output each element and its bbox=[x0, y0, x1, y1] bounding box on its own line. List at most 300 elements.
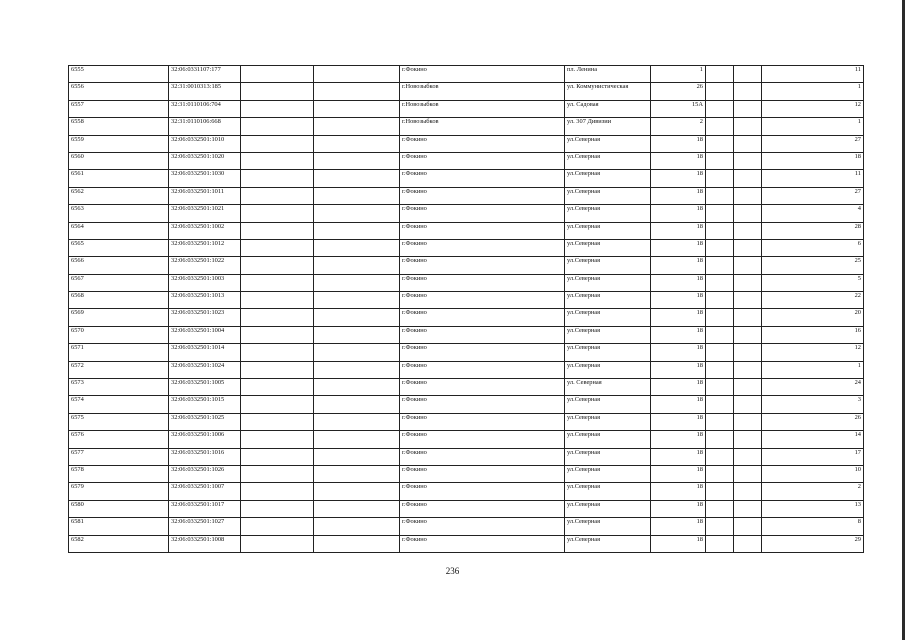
empty-cell bbox=[734, 326, 762, 343]
empty-cell bbox=[734, 274, 762, 291]
empty-cell bbox=[241, 396, 314, 413]
apartment-number-cell: 20 bbox=[762, 309, 864, 326]
cadastral-number-cell: 32:06:0332501:1004 bbox=[169, 326, 241, 343]
house-number-cell: 18 bbox=[651, 309, 706, 326]
street-cell: ул.Северная bbox=[565, 344, 651, 361]
house-number-cell: 18 bbox=[651, 135, 706, 152]
row-number-cell: 6578 bbox=[69, 465, 169, 482]
empty-cell bbox=[734, 361, 762, 378]
city-cell: г.Фокино bbox=[400, 535, 565, 552]
table-row bbox=[69, 135, 864, 152]
house-number-cell: 18 bbox=[651, 274, 706, 291]
apartment-number-cell: 11 bbox=[762, 66, 864, 83]
house-number-cell: 15А bbox=[651, 100, 706, 117]
empty-cell bbox=[314, 239, 400, 256]
street-cell: ул.Северная bbox=[565, 518, 651, 535]
empty-cell bbox=[734, 500, 762, 517]
empty-cell bbox=[734, 222, 762, 239]
empty-cell bbox=[241, 292, 314, 309]
empty-cell bbox=[706, 379, 734, 396]
cadastral-number-cell: 32:31:0110106:668 bbox=[169, 118, 241, 135]
street-cell: ул.Северная bbox=[565, 309, 651, 326]
empty-cell bbox=[241, 118, 314, 135]
city-cell: г.Фокино bbox=[400, 239, 565, 256]
empty-cell bbox=[241, 326, 314, 343]
empty-cell bbox=[734, 152, 762, 169]
empty-cell bbox=[314, 379, 400, 396]
table-row bbox=[69, 222, 864, 239]
row-number-cell: 6558 bbox=[69, 118, 169, 135]
empty-cell bbox=[706, 83, 734, 100]
table-row bbox=[69, 83, 864, 100]
empty-cell bbox=[734, 518, 762, 535]
row-number-cell: 6571 bbox=[69, 344, 169, 361]
apartment-number-cell: 12 bbox=[762, 344, 864, 361]
row-number-cell: 6561 bbox=[69, 170, 169, 187]
empty-cell bbox=[706, 205, 734, 222]
empty-cell bbox=[706, 465, 734, 482]
empty-cell bbox=[734, 187, 762, 204]
cadastral-number-cell: 32:06:0332501:1006 bbox=[169, 431, 241, 448]
empty-cell bbox=[706, 361, 734, 378]
house-number-cell: 18 bbox=[651, 500, 706, 517]
empty-cell bbox=[314, 222, 400, 239]
apartment-number-cell: 13 bbox=[762, 500, 864, 517]
street-cell: ул.Северная bbox=[565, 274, 651, 291]
street-cell: ул.Северная bbox=[565, 535, 651, 552]
cadastral-number-cell: 32:06:0332501:1007 bbox=[169, 483, 241, 500]
empty-cell bbox=[734, 396, 762, 413]
street-cell: ул.Северная bbox=[565, 500, 651, 517]
apartment-number-cell: 1 bbox=[762, 118, 864, 135]
row-number-cell: 6565 bbox=[69, 239, 169, 256]
row-number-cell: 6581 bbox=[69, 518, 169, 535]
street-cell: ул.Северная bbox=[565, 205, 651, 222]
empty-cell bbox=[706, 309, 734, 326]
row-number-cell: 6556 bbox=[69, 83, 169, 100]
empty-cell bbox=[706, 448, 734, 465]
cadastral-number-cell: 32:06:0332501:1024 bbox=[169, 361, 241, 378]
empty-cell bbox=[314, 344, 400, 361]
apartment-number-cell: 5 bbox=[762, 274, 864, 291]
house-number-cell: 18 bbox=[651, 152, 706, 169]
city-cell: г.Фокино bbox=[400, 413, 565, 430]
house-number-cell: 18 bbox=[651, 187, 706, 204]
city-cell: г.Фокино bbox=[400, 326, 565, 343]
empty-cell bbox=[241, 344, 314, 361]
house-number-cell: 18 bbox=[651, 396, 706, 413]
cadastral-number-cell: 32:31:0010313:185 bbox=[169, 83, 241, 100]
street-cell: ул. Северная bbox=[565, 379, 651, 396]
table-row bbox=[69, 465, 864, 482]
row-number-cell: 6555 bbox=[69, 66, 169, 83]
apartment-number-cell: 28 bbox=[762, 222, 864, 239]
empty-cell bbox=[734, 309, 762, 326]
cadastral-number-cell: 32:06:0331107:177 bbox=[169, 66, 241, 83]
apartment-number-cell: 27 bbox=[762, 135, 864, 152]
street-cell: ул.Северная bbox=[565, 413, 651, 430]
cadastral-number-cell: 32:06:0332501:1026 bbox=[169, 465, 241, 482]
city-cell: г.Фокино bbox=[400, 483, 565, 500]
empty-cell bbox=[706, 344, 734, 361]
empty-cell bbox=[314, 274, 400, 291]
apartment-number-cell: 12 bbox=[762, 100, 864, 117]
empty-cell bbox=[706, 292, 734, 309]
table-row bbox=[69, 118, 864, 135]
street-cell: ул.Северная bbox=[565, 361, 651, 378]
house-number-cell: 18 bbox=[651, 465, 706, 482]
cadastral-number-cell: 32:06:0332501:1002 bbox=[169, 222, 241, 239]
empty-cell bbox=[734, 292, 762, 309]
empty-cell bbox=[241, 535, 314, 552]
empty-cell bbox=[734, 205, 762, 222]
empty-cell bbox=[734, 118, 762, 135]
table-row bbox=[69, 396, 864, 413]
empty-cell bbox=[241, 239, 314, 256]
cadastral-number-cell: 32:06:0332501:1030 bbox=[169, 170, 241, 187]
empty-cell bbox=[734, 465, 762, 482]
city-cell: г.Фокино bbox=[400, 361, 565, 378]
table-row bbox=[69, 344, 864, 361]
row-number-cell: 6566 bbox=[69, 257, 169, 274]
city-cell: г.Фокино bbox=[400, 274, 565, 291]
cadastral-number-cell: 32:06:0332501:1011 bbox=[169, 187, 241, 204]
empty-cell bbox=[241, 465, 314, 482]
empty-cell bbox=[241, 135, 314, 152]
apartment-number-cell: 11 bbox=[762, 170, 864, 187]
house-number-cell: 18 bbox=[651, 170, 706, 187]
empty-cell bbox=[314, 309, 400, 326]
city-cell: г.Фокино bbox=[400, 344, 565, 361]
street-cell: ул.Северная bbox=[565, 187, 651, 204]
row-number-cell: 6563 bbox=[69, 205, 169, 222]
empty-cell bbox=[241, 222, 314, 239]
city-cell: г.Фокино bbox=[400, 431, 565, 448]
city-cell: г.Фокино bbox=[400, 66, 565, 83]
street-cell: ул. 307 Дивизии bbox=[565, 118, 651, 135]
cadastral-number-cell: 32:06:0332501:1012 bbox=[169, 239, 241, 256]
empty-cell bbox=[734, 239, 762, 256]
house-number-cell: 18 bbox=[651, 448, 706, 465]
empty-cell bbox=[314, 187, 400, 204]
street-cell: ул.Северная bbox=[565, 483, 651, 500]
cadastral-number-cell: 32:06:0332501:1005 bbox=[169, 379, 241, 396]
page-number: 236 bbox=[445, 566, 460, 576]
empty-cell bbox=[314, 118, 400, 135]
empty-cell bbox=[314, 465, 400, 482]
empty-cell bbox=[314, 135, 400, 152]
table-row bbox=[69, 483, 864, 500]
empty-cell bbox=[734, 170, 762, 187]
apartment-number-cell: 6 bbox=[762, 239, 864, 256]
empty-cell bbox=[706, 135, 734, 152]
row-number-cell: 6579 bbox=[69, 483, 169, 500]
empty-cell bbox=[314, 500, 400, 517]
empty-cell bbox=[314, 483, 400, 500]
row-number-cell: 6572 bbox=[69, 361, 169, 378]
table-row bbox=[69, 413, 864, 430]
empty-cell bbox=[734, 413, 762, 430]
empty-cell bbox=[706, 274, 734, 291]
table-row bbox=[69, 379, 864, 396]
city-cell: г.Новозыбков bbox=[400, 83, 565, 100]
city-cell: г.Фокино bbox=[400, 222, 565, 239]
empty-cell bbox=[734, 448, 762, 465]
table-row bbox=[69, 152, 864, 169]
street-cell: ул.Северная bbox=[565, 396, 651, 413]
house-number-cell: 18 bbox=[651, 379, 706, 396]
street-cell: ул. Коммунистическая bbox=[565, 83, 651, 100]
table-row bbox=[69, 257, 864, 274]
cadastral-number-cell: 32:06:0332501:1025 bbox=[169, 413, 241, 430]
row-number-cell: 6582 bbox=[69, 535, 169, 552]
empty-cell bbox=[314, 396, 400, 413]
empty-cell bbox=[734, 66, 762, 83]
table-row bbox=[69, 326, 864, 343]
empty-cell bbox=[706, 118, 734, 135]
empty-cell bbox=[241, 500, 314, 517]
street-cell: ул.Северная bbox=[565, 431, 651, 448]
empty-cell bbox=[314, 518, 400, 535]
empty-cell bbox=[314, 413, 400, 430]
cadastral-number-cell: 32:06:0332501:1003 bbox=[169, 274, 241, 291]
street-cell: пл. Ленина bbox=[565, 66, 651, 83]
street-cell: ул.Северная bbox=[565, 135, 651, 152]
table-row bbox=[69, 361, 864, 378]
table-row bbox=[69, 274, 864, 291]
empty-cell bbox=[706, 239, 734, 256]
empty-cell bbox=[314, 535, 400, 552]
apartment-number-cell: 16 bbox=[762, 326, 864, 343]
apartment-number-cell: 29 bbox=[762, 535, 864, 552]
empty-cell bbox=[706, 431, 734, 448]
cadastral-number-cell: 32:31:0110106:704 bbox=[169, 100, 241, 117]
row-number-cell: 6570 bbox=[69, 326, 169, 343]
empty-cell bbox=[241, 518, 314, 535]
empty-cell bbox=[706, 170, 734, 187]
table-row bbox=[69, 187, 864, 204]
street-cell: ул. Садовая bbox=[565, 100, 651, 117]
empty-cell bbox=[734, 100, 762, 117]
empty-cell bbox=[734, 431, 762, 448]
cadastral-number-cell: 32:06:0332501:1017 bbox=[169, 500, 241, 517]
city-cell: г.Фокино bbox=[400, 257, 565, 274]
street-cell: ул.Северная bbox=[565, 448, 651, 465]
house-number-cell: 1 bbox=[651, 66, 706, 83]
empty-cell bbox=[706, 326, 734, 343]
registry-table bbox=[68, 65, 864, 553]
empty-cell bbox=[314, 170, 400, 187]
empty-cell bbox=[734, 344, 762, 361]
apartment-number-cell: 8 bbox=[762, 518, 864, 535]
cadastral-number-cell: 32:06:0332501:1023 bbox=[169, 309, 241, 326]
house-number-cell: 18 bbox=[651, 222, 706, 239]
city-cell: г.Фокино bbox=[400, 379, 565, 396]
empty-cell bbox=[241, 431, 314, 448]
empty-cell bbox=[241, 66, 314, 83]
house-number-cell: 18 bbox=[651, 326, 706, 343]
empty-cell bbox=[241, 170, 314, 187]
apartment-number-cell: 18 bbox=[762, 152, 864, 169]
house-number-cell: 18 bbox=[651, 431, 706, 448]
registry-table-body bbox=[69, 66, 864, 553]
cadastral-number-cell: 32:06:0332501:1027 bbox=[169, 518, 241, 535]
empty-cell bbox=[706, 100, 734, 117]
row-number-cell: 6559 bbox=[69, 135, 169, 152]
house-number-cell: 18 bbox=[651, 535, 706, 552]
row-number-cell: 6562 bbox=[69, 187, 169, 204]
apartment-number-cell: 3 bbox=[762, 396, 864, 413]
city-cell: г.Новозыбков bbox=[400, 118, 565, 135]
city-cell: г.Фокино bbox=[400, 465, 565, 482]
empty-cell bbox=[314, 205, 400, 222]
city-cell: г.Новозыбков bbox=[400, 100, 565, 117]
cadastral-number-cell: 32:06:0332501:1014 bbox=[169, 344, 241, 361]
table-row bbox=[69, 100, 864, 117]
cadastral-number-cell: 32:06:0332501:1020 bbox=[169, 152, 241, 169]
cadastral-number-cell: 32:06:0332501:1015 bbox=[169, 396, 241, 413]
city-cell: г.Фокино bbox=[400, 396, 565, 413]
city-cell: г.Фокино bbox=[400, 170, 565, 187]
empty-cell bbox=[706, 152, 734, 169]
empty-cell bbox=[314, 100, 400, 117]
empty-cell bbox=[706, 187, 734, 204]
cadastral-number-cell: 32:06:0332501:1008 bbox=[169, 535, 241, 552]
empty-cell bbox=[706, 413, 734, 430]
empty-cell bbox=[241, 379, 314, 396]
empty-cell bbox=[241, 100, 314, 117]
table-row bbox=[69, 309, 864, 326]
empty-cell bbox=[314, 66, 400, 83]
empty-cell bbox=[734, 257, 762, 274]
empty-cell bbox=[241, 152, 314, 169]
house-number-cell: 18 bbox=[651, 413, 706, 430]
empty-cell bbox=[706, 535, 734, 552]
apartment-number-cell: 14 bbox=[762, 431, 864, 448]
empty-cell bbox=[241, 274, 314, 291]
row-number-cell: 6568 bbox=[69, 292, 169, 309]
city-cell: г.Фокино bbox=[400, 205, 565, 222]
house-number-cell: 18 bbox=[651, 518, 706, 535]
empty-cell bbox=[706, 257, 734, 274]
empty-cell bbox=[734, 379, 762, 396]
street-cell: ул.Северная bbox=[565, 465, 651, 482]
empty-cell bbox=[314, 431, 400, 448]
house-number-cell: 18 bbox=[651, 483, 706, 500]
empty-cell bbox=[314, 361, 400, 378]
city-cell: г.Фокино bbox=[400, 448, 565, 465]
house-number-cell: 26 bbox=[651, 83, 706, 100]
row-number-cell: 6576 bbox=[69, 431, 169, 448]
empty-cell bbox=[314, 448, 400, 465]
empty-cell bbox=[314, 152, 400, 169]
city-cell: г.Фокино bbox=[400, 135, 565, 152]
apartment-number-cell: 24 bbox=[762, 379, 864, 396]
table-row bbox=[69, 518, 864, 535]
empty-cell bbox=[241, 483, 314, 500]
house-number-cell: 2 bbox=[651, 118, 706, 135]
cadastral-number-cell: 32:06:0332501:1022 bbox=[169, 257, 241, 274]
cadastral-number-cell: 32:06:0332501:1021 bbox=[169, 205, 241, 222]
cadastral-number-cell: 32:06:0332501:1010 bbox=[169, 135, 241, 152]
city-cell: г.Фокино bbox=[400, 309, 565, 326]
table-row bbox=[69, 205, 864, 222]
empty-cell bbox=[241, 361, 314, 378]
apartment-number-cell: 2 bbox=[762, 483, 864, 500]
table-row bbox=[69, 239, 864, 256]
city-cell: г.Фокино bbox=[400, 518, 565, 535]
table-row bbox=[69, 431, 864, 448]
house-number-cell: 18 bbox=[651, 292, 706, 309]
row-number-cell: 6560 bbox=[69, 152, 169, 169]
apartment-number-cell: 25 bbox=[762, 257, 864, 274]
empty-cell bbox=[314, 326, 400, 343]
row-number-cell: 6567 bbox=[69, 274, 169, 291]
apartment-number-cell: 1 bbox=[762, 361, 864, 378]
apartment-number-cell: 22 bbox=[762, 292, 864, 309]
row-number-cell: 6575 bbox=[69, 413, 169, 430]
empty-cell bbox=[241, 257, 314, 274]
street-cell: ул.Северная bbox=[565, 239, 651, 256]
street-cell: ул.Северная bbox=[565, 222, 651, 239]
apartment-number-cell: 1 bbox=[762, 83, 864, 100]
row-number-cell: 6573 bbox=[69, 379, 169, 396]
row-number-cell: 6569 bbox=[69, 309, 169, 326]
empty-cell bbox=[241, 187, 314, 204]
apartment-number-cell: 17 bbox=[762, 448, 864, 465]
empty-cell bbox=[706, 222, 734, 239]
empty-cell bbox=[241, 83, 314, 100]
table-row bbox=[69, 170, 864, 187]
cadastral-number-cell: 32:06:0332501:1013 bbox=[169, 292, 241, 309]
street-cell: ул.Северная bbox=[565, 170, 651, 187]
empty-cell bbox=[241, 448, 314, 465]
row-number-cell: 6580 bbox=[69, 500, 169, 517]
house-number-cell: 18 bbox=[651, 361, 706, 378]
empty-cell bbox=[734, 83, 762, 100]
empty-cell bbox=[706, 396, 734, 413]
city-cell: г.Фокино bbox=[400, 500, 565, 517]
table-row bbox=[69, 448, 864, 465]
empty-cell bbox=[706, 483, 734, 500]
row-number-cell: 6574 bbox=[69, 396, 169, 413]
house-number-cell: 18 bbox=[651, 239, 706, 256]
empty-cell bbox=[241, 413, 314, 430]
city-cell: г.Фокино bbox=[400, 187, 565, 204]
cadastral-number-cell: 32:06:0332501:1016 bbox=[169, 448, 241, 465]
empty-cell bbox=[314, 257, 400, 274]
city-cell: г.Фокино bbox=[400, 292, 565, 309]
house-number-cell: 18 bbox=[651, 205, 706, 222]
street-cell: ул.Северная bbox=[565, 152, 651, 169]
table-row bbox=[69, 66, 864, 83]
empty-cell bbox=[314, 292, 400, 309]
empty-cell bbox=[241, 205, 314, 222]
table-row bbox=[69, 500, 864, 517]
empty-cell bbox=[314, 83, 400, 100]
empty-cell bbox=[706, 66, 734, 83]
row-number-cell: 6557 bbox=[69, 100, 169, 117]
table-row bbox=[69, 292, 864, 309]
row-number-cell: 6577 bbox=[69, 448, 169, 465]
empty-cell bbox=[734, 535, 762, 552]
street-cell: ул.Северная bbox=[565, 326, 651, 343]
house-number-cell: 18 bbox=[651, 344, 706, 361]
city-cell: г.Фокино bbox=[400, 152, 565, 169]
house-number-cell: 18 bbox=[651, 257, 706, 274]
apartment-number-cell: 10 bbox=[762, 465, 864, 482]
apartment-number-cell: 4 bbox=[762, 205, 864, 222]
